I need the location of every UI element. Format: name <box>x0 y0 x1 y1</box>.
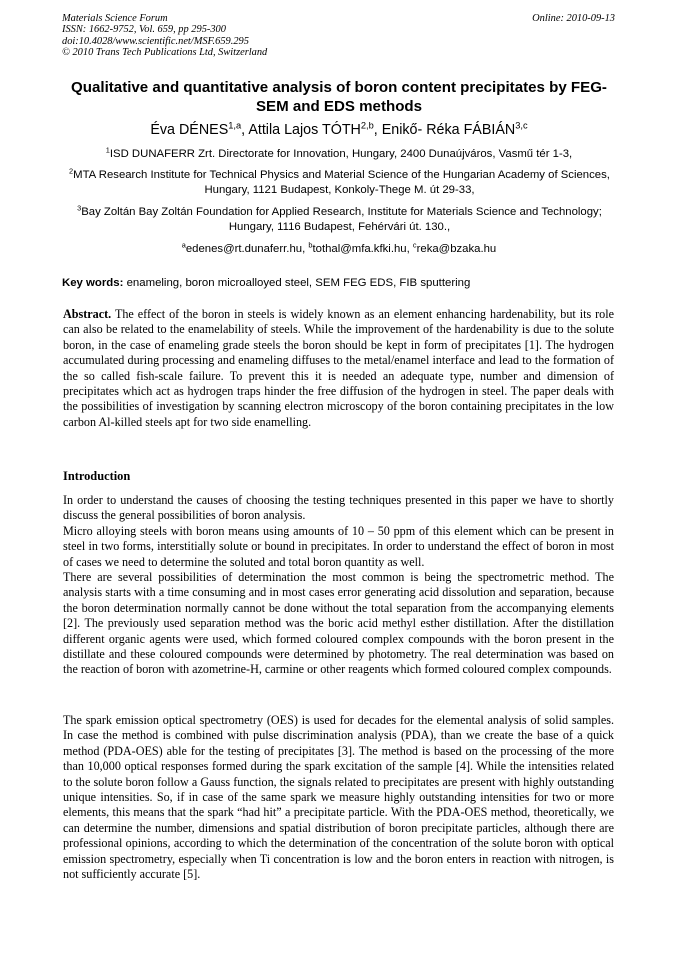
affiliation-3 <box>72 205 607 235</box>
journal-name: Materials Science Forum <box>62 13 168 24</box>
section-heading-introduction: Introduction <box>63 469 131 483</box>
affiliation-sup: 1 <box>105 145 110 155</box>
email-address[interactable]: edenes@rt.dunaferr.hu <box>185 243 303 255</box>
issn-line: ISSN: 1662-9752, Vol. 659, pp 295-300 <box>62 24 226 36</box>
email-sup: c <box>412 240 417 250</box>
intro-paragraph: In order to understand the causes of choosing the testing techniques presented in this paper we have to shortly discuss the general possibilities of boron analysis. <box>63 493 614 523</box>
doi-line: doi:10.4028/www.scientific.net/MSF.659.295 <box>62 35 249 47</box>
author-sup: 1,a <box>228 120 242 131</box>
online-date: Online: 2010-09-13 <box>532 13 615 24</box>
author-name: Attila Lajos TÓTH <box>248 122 361 138</box>
author-sup: 3,c <box>515 120 528 131</box>
author-sup: 2,b <box>360 120 374 131</box>
email-list: $^a$edenes@rt.dunaferr.hu, $^b$tothal@mfa.kfki.hu, $^c$reka@bzaka.hu <box>181 240 497 255</box>
email-sup: b <box>308 240 313 250</box>
intro-paragraph: Micro alloying steels with boron means using amounts of 10 – 50 ppm of this element which can be present in steel in two forms, interstitially solute or bound in precipitates. In order to understand the effect of boron in most of cases we need to determine the soluted and total boron quantity as well. <box>63 524 614 569</box>
keywords-label: Key words: <box>62 277 124 289</box>
copyright-line: © 2010 Trans Tech Publications Ltd, Switzerland <box>62 46 268 58</box>
affiliation-sup: 2 <box>69 166 74 176</box>
journal-header <box>62 13 267 58</box>
keywords <box>62 276 618 291</box>
email-address[interactable]: tothal@mfa.kfki.hu <box>312 243 407 255</box>
email-address[interactable]: reka@bzaka.hu <box>416 243 497 255</box>
affiliation-1 <box>62 147 616 162</box>
affiliation-text: Bay Zoltán Bay Zoltán Foundation for Applied Research, Institute for Materials Science and Technology; Hungary, 1116 Budapest, Fehérvári út. 130., <box>81 206 602 233</box>
abstract <box>63 307 614 430</box>
email-sup: a <box>181 240 186 250</box>
author-list: Éva DÉNES$^{1,a}$, Attila Lajos TÓTH$^{2,b}$, Enikő- Réka FÁBIÁN$^{3,c}$ <box>150 120 528 138</box>
affiliation-2 <box>66 168 613 198</box>
affiliation-text: MTA Research Institute for Technical Physics and Material Science of the Hungarian Academy of Sciences, Hungary, 1121 Budapest, Konkoly-Thege M. út 29-33, <box>73 169 610 196</box>
abstract-text: The effect of the boron in steels is widely known as an element enhancing hardenability, but its role can also be related to the enamelability of steels. While the improvement of the hardenability is due to the solute boron, in the case of enameling grade steels the boron should be kept in form of precipitates [1]. The hydrogen accumulated during processing and enameling diffuses to the metal/enamel interface and lead to the formation of the so called fish-scale failure. To prevent this it is needed an adequate type, number and dimension of precipitates which act as hydrogen traps hinder the free diffusion of the hydrogen in steel. The paper deals with the possibilities of investigation by scanning electron microscopy of the boron containing precipitates in the low carbon Al-killed steels apt for two side enamelling. <box>63 307 614 429</box>
intro-paragraph: The spark emission optical spectrometry (OES) is used for decades for the elemental analysis of solid samples. In case the method is combined with pulse discrimination analysis (PDA), than we create the base of a quick method (PDA-OES) able for the testing of precipitates [3]. The method is based on the processing of the more than 10,000 optical responses formed during the spark excitation of the sample [4]. While the intensities related to the solute boron follow a Gauss function, the signals related to precipitates are present with highly outstanding unique intensities. So, if in case of the same spark we measure highly outstanding intensities for two or more elements, this means that the spark “had hit” a precipitate particle. With the PDA-OES method, theoretically, we can determine the number, dimensions and spatial distribution of boron precipitate particles, although there are professional opinions, according to which the determination of the concentration of the solute boron with optical emission spectrometry, especially when Ti concentration is low and the boron enters in reaction with nitrogen, is not sufficiently accurate [5]. <box>63 713 614 882</box>
affiliation-text: ISD DUNAFERR Zrt. Directorate for Innovation, Hungary, 2400 Dunaújváros, Vasmű tér 1-3, <box>109 148 573 160</box>
paper-title: Qualitative and quantitative analysis of boron content precipitates by FEG-SEM and EDS methods <box>71 79 607 115</box>
author-name: Éva DÉNES <box>150 122 229 138</box>
intro-paragraph: There are several possibilities of determination the most common is being the spectrometric method. The analysis starts with a time consuming and in most cases error generating acid dissolution and separation, because the boron determination normally cannot be done without the total separation from the accompanying elements [2]. The previously used separation method was the boric acid methyl esther distillation. After the distillation different organic agents were used, which formed coloured complex compounds with the boron present in the distillate and these coloured compounds were determined by photometry. The real determination was based on the reaction of boron with azometrine-H, carmine or other reagents which formed coloured complex compounds. <box>63 570 614 677</box>
keywords-text: enameling, boron microalloyed steel, SEM FEG EDS, FIB sputtering <box>126 277 471 289</box>
affiliation-sup: 3 <box>77 203 82 213</box>
abstract-label: Abstract. <box>63 307 112 321</box>
author-name: Enikő- Réka FÁBIÁN <box>381 122 516 138</box>
